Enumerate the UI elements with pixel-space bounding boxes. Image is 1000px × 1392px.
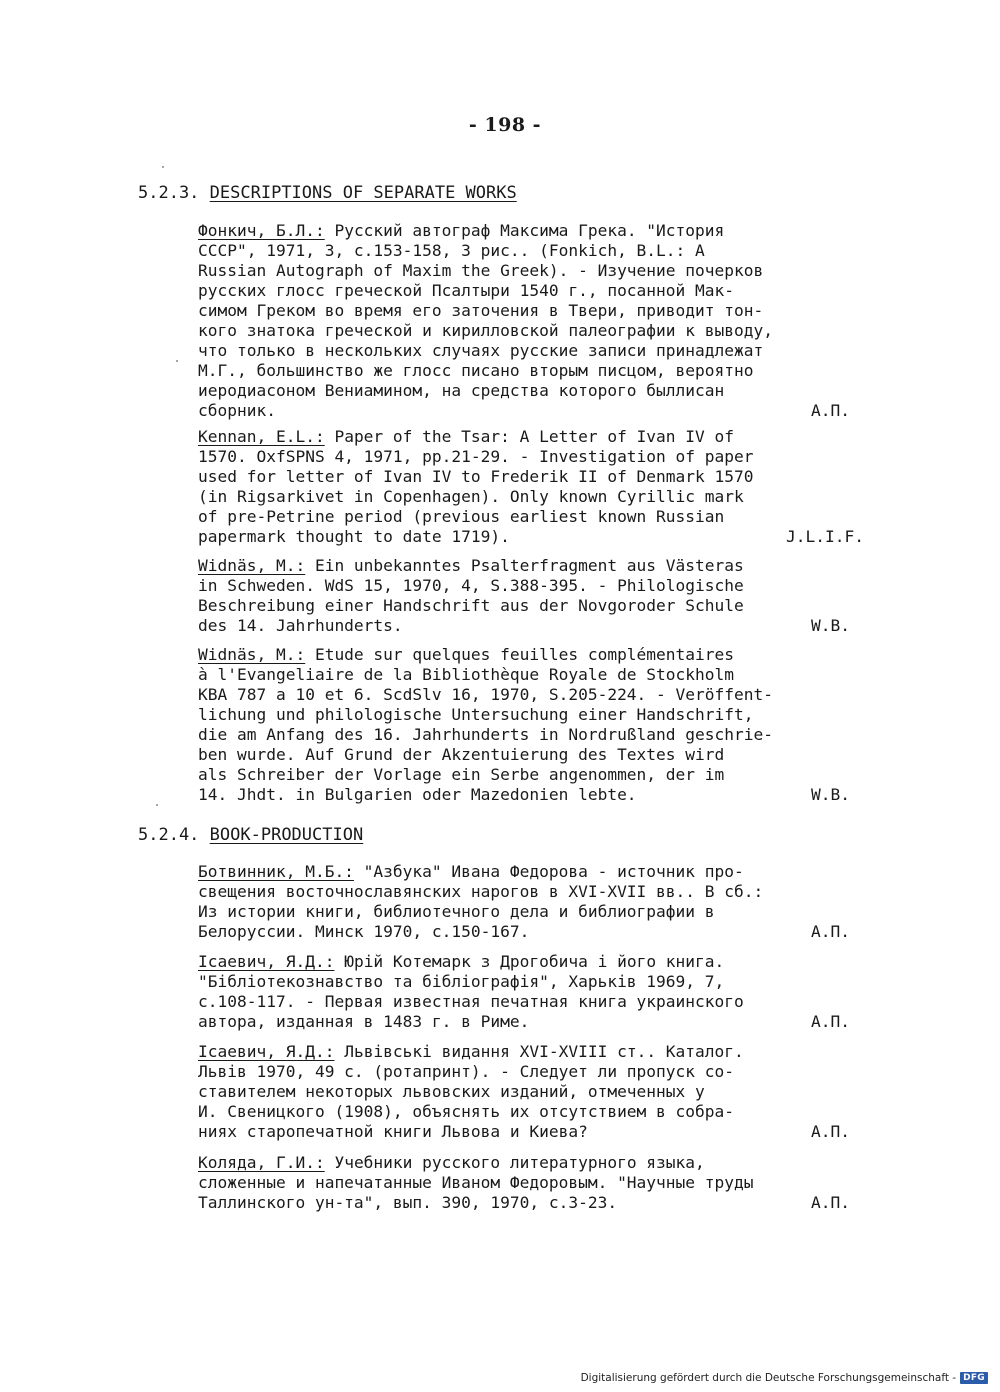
section-title: DESCRIPTIONS OF SEPARATE WORKS: [209, 183, 517, 203]
entry-text: иеродиасоном Вениамином, на средства которого быллисан: [198, 381, 725, 400]
section-heading: [138, 183, 517, 203]
entry-text: сложенные и напечатанные Иваном Федоровым. "Научные труды: [198, 1173, 754, 1192]
entry-text: русских глосс греческой Псалтыри 1540 г., посанной Мак-: [198, 281, 735, 300]
entry-text: кого знатока греческой и кирилловской палеографии к выводу,: [198, 321, 773, 340]
entry-text: of pre-Petrine period (previous earliest known Russian: [198, 507, 725, 526]
entry-text: сборник.: [198, 401, 276, 420]
entry-text: als Schreiber der Vorlage ein Serbe angenommen, der im: [198, 765, 725, 784]
entry-text: papermark thought to date 1719).: [198, 527, 510, 546]
entry-text: Из истории книги, библиотечного дела и библиографии в: [198, 902, 715, 921]
entry-author: Ісаевич, Я.Д.:: [198, 1042, 335, 1061]
reviewer-initials: А.П.: [811, 401, 850, 420]
bibliography-entry: [198, 645, 878, 805]
entry-text: Etude sur quelques feuilles complémentaires: [305, 645, 735, 664]
entry-text: свещения восточнославянских нарогов в XVI-XVII вв.. В сб.:: [198, 882, 764, 901]
bibliography-entry: [198, 1042, 878, 1142]
section-heading: [138, 825, 363, 845]
entry-text: Белоруссии. Минск 1970, с.150-167.: [198, 922, 530, 941]
bibliography-entry: [198, 1153, 878, 1213]
footer-text: Digitalisierung gefördert durch die Deutsche Forschungsgemeinschaft -: [580, 1372, 957, 1384]
entry-text: Львівські видання XVI-XVIII ст.. Каталог.: [334, 1042, 744, 1061]
reviewer-initials: А.П.: [811, 1193, 850, 1212]
bibliography-entry: [198, 427, 878, 547]
entry-text: die am Anfang des 16. Jahrhunderts in Nordrußland geschrie-: [198, 725, 773, 744]
entry-text: Юрій Котемарк з Дрогобича і його книга.: [334, 952, 725, 971]
reviewer-initials: W.B.: [811, 616, 850, 635]
entry-text: симом Греком во время его заточения в Твери, приводит тон-: [198, 301, 764, 320]
entry-author: Ботвинник, М.Б.:: [198, 862, 354, 881]
entry-text: "Азбука" Ивана Федорова - источник про-: [353, 862, 744, 881]
page-number: - 198 -: [468, 114, 542, 136]
reviewer-initials: А.П.: [811, 1122, 850, 1141]
entry-text: М.Г., большинство же глосс писано вторым писцом, вероятно: [198, 361, 754, 380]
entry-text: ben wurde. Auf Grund der Akzentuierung des Textes wird: [198, 745, 725, 764]
entry-text: что только в нескольких случаях русские записи принадлежат: [198, 341, 764, 360]
entry-author: Widnäs, M.:: [198, 556, 306, 575]
entry-text: des 14. Jahrhunderts.: [198, 616, 403, 635]
scan-speck: [176, 360, 178, 362]
entry-text: Учебники русского литературного языка,: [324, 1153, 705, 1172]
entry-text: Russian Autograph of Maxim the Greek). - Изучение почерков: [198, 261, 764, 280]
bibliography-entry: [198, 862, 878, 942]
bibliography-entry: [198, 952, 878, 1032]
entry-author: Widnäs, M.:: [198, 645, 306, 664]
section-title: BOOK-PRODUCTION: [209, 825, 364, 845]
entry-text: И. Свеницкого (1908), объяснять их отсутствием в собра-: [198, 1102, 735, 1121]
entry-text: ниях старопечатной книги Львова и Киева?: [198, 1122, 588, 1141]
bibliography-entry: [198, 221, 878, 421]
scan-speck: [156, 804, 158, 806]
entry-text: с.108-117. - Первая известная печатная книга украинского: [198, 992, 744, 1011]
entry-text: 1570. OxfSPNS 4, 1971, pp.21-29. - Investigation of paper: [198, 447, 754, 466]
entry-text: used for letter of Ivan IV to Frederik II of Denmark 1570: [198, 467, 754, 486]
reviewer-initials: J.L.I.F.: [786, 527, 864, 546]
entry-text: Таллинского ун-та", вып. 390, 1970, с.3-23.: [198, 1193, 618, 1212]
bibliography-entry: [198, 556, 878, 636]
dfg-logo: DFG: [960, 1372, 988, 1384]
section-number: 5.2.3.: [138, 183, 200, 203]
entry-author: Kennan, E.L.:: [198, 427, 325, 446]
entry-author: Фонкич, Б.Л.:: [198, 221, 325, 240]
entry-text: автора, изданная в 1483 г. в Риме.: [198, 1012, 530, 1031]
entry-text: Paper of the Tsar: A Letter of Ivan IV of: [324, 427, 735, 446]
digitization-footer: [581, 1372, 988, 1384]
reviewer-initials: А.П.: [811, 1012, 850, 1031]
entry-author: Коляда, Г.И.:: [198, 1153, 325, 1172]
entry-text: KBA 787 a 10 et 6. ScdSlv 16, 1970, S.205-224. - Veröffent-: [198, 685, 773, 704]
scan-speck: [162, 166, 164, 168]
entry-text: ставителем некоторых львовских изданий, отмеченных у: [198, 1082, 705, 1101]
entry-text: (in Rigsarkivet in Copenhagen). Only known Cyrillic mark: [198, 487, 744, 506]
reviewer-initials: W.B.: [811, 785, 850, 804]
entry-text: Ein unbekanntes Psalterfragment aus Västeras: [305, 556, 744, 575]
entry-author: Ісаевич, Я.Д.:: [198, 952, 335, 971]
entry-text: à l'Evangeliaire de la Bibliothèque Royale de Stockholm: [198, 665, 735, 684]
entry-text: СССР", 1971, 3, с.153-158, 3 рис.. (Fonkich, B.L.: A: [198, 241, 705, 260]
entry-text: Beschreibung einer Handschrift aus der Novgoroder Schule: [198, 596, 744, 615]
entry-text: 14. Jhdt. in Bulgarien oder Mazedonien lebte.: [198, 785, 637, 804]
reviewer-initials: А.П.: [811, 922, 850, 941]
section-number: 5.2.4.: [138, 825, 200, 845]
entry-text: Русский автограф Максима Грека. "История: [324, 221, 725, 240]
entry-text: lichung und philologische Untersuchung einer Handschrift,: [198, 705, 754, 724]
entry-text: in Schweden. WdS 15, 1970, 4, S.388-395. - Philologische: [198, 576, 744, 595]
entry-text: Львів 1970, 49 с. (ротапринт). - Следует ли пропуск со-: [198, 1062, 735, 1081]
entry-text: "Бібліотекознавство та бібліографія", Харьків 1969, 7,: [198, 972, 725, 991]
